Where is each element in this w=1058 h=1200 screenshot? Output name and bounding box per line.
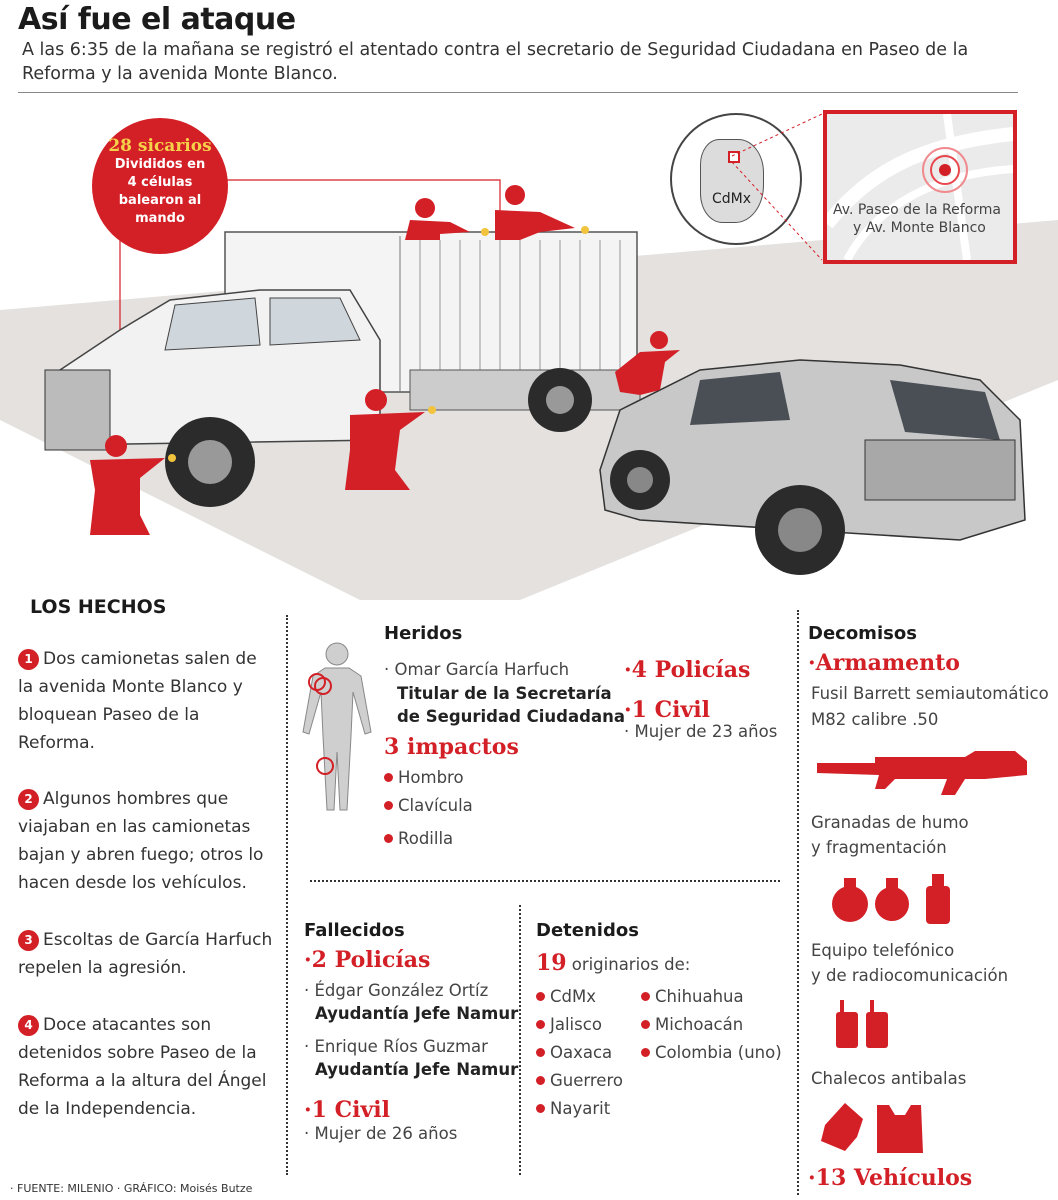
hechos-step [18, 926, 273, 982]
heridos-title: Heridos [384, 623, 463, 644]
fallecido-name: · Édgar González Ortíz [304, 981, 489, 1000]
detail-map-location-2: y Av. Monte Blanco [853, 220, 986, 236]
detenidos-count-label: originarios de: [571, 955, 691, 974]
source-credit: · FUENTE: MILENIO · GRÁFICO: Moisés Butze [10, 1182, 253, 1195]
row-divider [310, 880, 780, 882]
vehiculos-label: ·13 Vehículos [808, 1165, 973, 1191]
header-divider [18, 92, 1018, 93]
fallecido-role: Ayudantía Jefe Namur [315, 1060, 519, 1079]
callout-line: Divididos en [114, 157, 206, 172]
column-divider [519, 905, 521, 1175]
step-number: 1 [18, 649, 39, 670]
detenidos-count-line [536, 950, 690, 976]
fallecido-role: Ayudantía Jefe Namur [315, 1004, 519, 1023]
fallecido-name: · Enrique Ríos Guzmar [304, 1037, 488, 1056]
rifle-desc: M82 calibre .50 [811, 710, 939, 729]
step-text: Doce atacantes son detenidos sobre Paseo de la Reforma a la altura del Ángel de la Independencia. [18, 1015, 267, 1119]
map-connector [730, 110, 830, 270]
equipo-desc: Equipo telefónico [811, 941, 955, 960]
armamento-label: ·Armamento [808, 650, 960, 676]
origin-item: Colombia (uno) [641, 1043, 782, 1062]
detenidos-count: 19 [536, 950, 567, 976]
hechos-title: LOS HECHOS [30, 596, 167, 618]
step-number: 4 [18, 1015, 39, 1036]
cdmx-label: CdMx [712, 191, 752, 207]
fallecidos-civil-detail: · Mujer de 26 años [304, 1124, 458, 1143]
origin-item: Nayarit [536, 1099, 610, 1118]
page-subtitle: A las 6:35 de la mañana se registró el atentado contra el secretario de Seguridad Ciudadana en Paseo de la Reforma y la avenida Monte Blanco. [22, 40, 969, 84]
callout-line: mando [135, 211, 185, 226]
step-text: Dos camionetas salen de la avenida Monte Blanco y bloquean Paseo de la Reforma. [18, 649, 257, 753]
victim-role: de Seguridad Ciudadana [397, 707, 625, 726]
hechos-step [18, 645, 273, 757]
granadas-desc: Granadas de humo [811, 813, 969, 832]
origin-item: Jalisco [536, 1015, 602, 1034]
fallecidos-civil: ·1 Civil [304, 1097, 390, 1123]
detenidos-title: Detenidos [536, 920, 639, 941]
fallecidos-title: Fallecidos [304, 920, 405, 941]
vest-icon [815, 1095, 925, 1157]
heridos-police: ·4 Policías [624, 657, 751, 683]
heridos-civil-detail: · Mujer de 23 años [624, 722, 778, 741]
origin-item: CdMx [536, 987, 596, 1006]
detail-map [823, 110, 1017, 264]
equipo-desc: y de radiocomunicación [811, 966, 1009, 985]
rifle-desc: Fusil Barrett semiautomático [811, 684, 1049, 703]
page-title: Así fue el ataque [18, 2, 296, 37]
radio-icon [834, 1000, 894, 1050]
sicarios-count: 28 sicarios [108, 136, 212, 156]
rifle-icon [815, 745, 1030, 800]
wound-item: Hombro [384, 768, 464, 787]
origin-item: Guerrero [536, 1071, 623, 1090]
callout-line: balearon al [118, 193, 202, 208]
victim-name: · Omar García Harfuch [384, 660, 570, 679]
hechos-step [18, 785, 273, 897]
chalecos-desc: Chalecos antibalas [811, 1069, 967, 1088]
step-text: Escoltas de García Harfuch repelen la agresión. [18, 930, 273, 978]
granadas-desc: y fragmentación [811, 838, 947, 857]
step-number: 3 [18, 930, 39, 951]
fallecidos-police: ·2 Policías [304, 947, 431, 973]
step-number: 2 [18, 789, 39, 810]
victim-role: Titular de la Secretaría [397, 684, 612, 703]
impacts-count: 3 impactos [384, 734, 519, 760]
column-divider [797, 610, 799, 1195]
detail-map-location-1: Av. Paseo de la Reforma [833, 202, 1001, 218]
origin-item: Michoacán [641, 1015, 743, 1034]
sicarios-callout [92, 118, 228, 254]
hechos-step [18, 1011, 273, 1123]
origin-item: Oaxaca [536, 1043, 612, 1062]
heridos-civil: ·1 Civil [624, 697, 710, 723]
step-text: Algunos hombres que viajaban en las camionetas bajan y abren fuego; otros lo hacen desde los vehículos. [18, 789, 264, 893]
origin-item: Chihuahua [641, 987, 744, 1006]
wound-item: Clavícula [384, 796, 473, 815]
callout-line: 4 células [127, 175, 193, 190]
grenade-icon [828, 872, 958, 926]
body-silhouette-icon [295, 640, 379, 820]
column-divider [286, 615, 288, 1175]
wound-item: Rodilla [384, 829, 453, 848]
decomisos-title: Decomisos [808, 623, 917, 644]
